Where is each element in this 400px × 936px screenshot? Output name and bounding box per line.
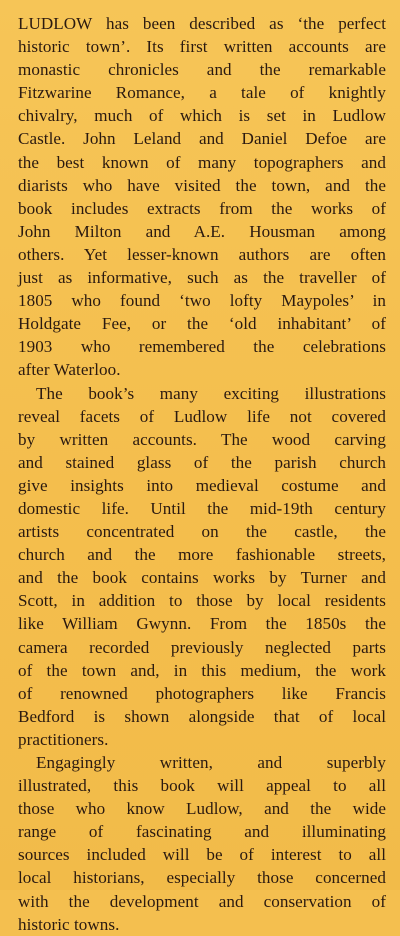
text-line: diarists who have visited the town, and the [18, 175, 386, 195]
text-line: Castle. John Leland and Daniel Defoe are [18, 129, 386, 149]
text-line: Bedford is shown alongside that of local [18, 706, 386, 726]
text-line: with the development and conservation of [18, 891, 386, 911]
text-line: local historians, especially those concerned [18, 868, 386, 888]
text-line: those who know Ludlow, and the wide [18, 799, 386, 819]
text-line: others. Yet lesser-known authors are often [18, 244, 386, 264]
text-line: and the book contains works by Turner and [18, 568, 386, 588]
text-line: 1903 who remembered the celebrations [18, 337, 386, 357]
text-line: just as informative, such as the traveller of [18, 268, 386, 288]
paragraph-3 [18, 751, 386, 936]
text-line: artists concentrated on the castle, the [18, 522, 386, 542]
text-line: give insights into medieval costume and [18, 475, 386, 495]
blurb-text [18, 12, 386, 936]
paragraph-2 [18, 382, 386, 752]
text-line: of renowned photographers like Francis [18, 683, 386, 703]
text-line: Scott, in addition to those by local residents [18, 591, 386, 611]
text-line: practitioners. [18, 729, 109, 749]
text-line: Fitzwarine Romance, a tale of knightly [18, 83, 386, 103]
paragraph-1 [18, 12, 386, 382]
text-line: church and the more fashionable streets, [18, 545, 386, 565]
text-line: by written accounts. The wood carving [18, 429, 386, 449]
text-line: after Waterloo. [18, 360, 121, 380]
text-line: domestic life. Until the mid-19th century [18, 498, 386, 518]
text-line: illustrated, this book will appeal to all [18, 776, 386, 796]
text-line: historic towns. [18, 914, 120, 934]
text-line: Engagingly written, and superbly [36, 753, 386, 772]
text-line: Holdgate Fee, or the ‘old inhabitant’ of [18, 314, 386, 334]
text-line: chivalry, much of which is set in Ludlow [18, 106, 386, 126]
text-line: and stained glass of the parish church [18, 452, 386, 472]
text-line: camera recorded previously neglected parts [18, 637, 386, 657]
text-line: book includes extracts from the works of [18, 198, 386, 218]
text-line: like William Gwynn. From the 1850s the [18, 614, 386, 634]
text-line: LUDLOW has been described as ‘the perfect [18, 14, 386, 33]
text-line: John Milton and A.E. Housman among [18, 221, 386, 241]
text-line: of the town and, in this medium, the work [18, 660, 386, 680]
text-line: range of fascinating and illuminating [18, 822, 386, 842]
text-line: The book’s many exciting illustrations [36, 383, 386, 403]
text-line: monastic chronicles and the remarkable [18, 60, 386, 80]
text-line: 1805 who found ‘two lofty Maypoles’ in [18, 291, 386, 311]
text-line: reveal facets of Ludlow life not covered [18, 406, 386, 426]
text-line: sources included will be of interest to all [18, 845, 386, 865]
text-line: the best known of many topographers and [18, 152, 386, 172]
text-line: historic town’. Its first written accounts are [18, 37, 386, 57]
